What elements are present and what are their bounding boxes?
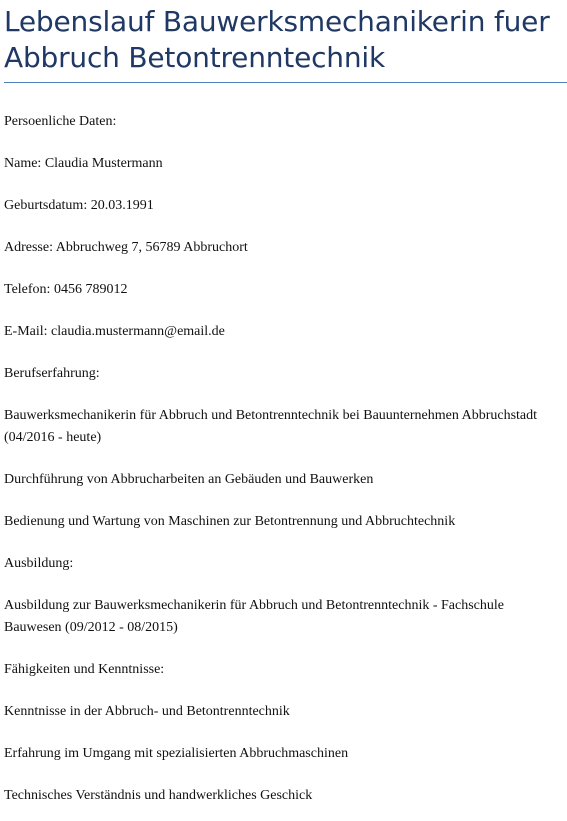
skill-item-1: Kenntnisse in der Abbruch- und Betontrenntechnik xyxy=(4,704,290,719)
title-divider xyxy=(4,82,567,83)
document-body xyxy=(4,111,563,807)
section-heading-experience: Berufserfahrung: xyxy=(4,366,100,381)
document-title: Lebenslauf Bauwerksmechanikerin fuer Abbruch Betontrenntechnik xyxy=(4,5,550,74)
address-line: Adresse: Abbruchweg 7, 56789 Abbruchort xyxy=(4,240,248,255)
experience-task-1: Durchführung von Abbrucharbeiten an Gebäuden und Bauwerken xyxy=(4,472,374,487)
section-heading-personal: Persoenliche Daten: xyxy=(4,114,117,129)
name-line: Name: Claudia Mustermann xyxy=(4,156,163,171)
section-heading-skills: Fähigkeiten und Kenntnisse: xyxy=(4,662,165,677)
email-line: E-Mail: claudia.mustermann@email.de xyxy=(4,324,225,339)
experience-position: Bauwerksmechanikerin für Abbruch und Betontrenntechnik bei Bauunternehmen Abbruchstadt (04/2016 - heute) xyxy=(4,408,538,445)
section-heading-education: Ausbildung: xyxy=(4,556,74,571)
education-entry: Ausbildung zur Bauwerksmechanikerin für Abbruch und Betontrenntechnik - Fachschule Bauwesen (09/2012 - 08/2015) xyxy=(4,598,504,635)
birthdate-line: Geburtsdatum: 20.03.1991 xyxy=(4,198,154,213)
experience-task-2: Bedienung und Wartung von Maschinen zur Betontrennung und Abbruchtechnik xyxy=(4,514,456,529)
skill-item-2: Erfahrung im Umgang mit spezialisierten Abbruchmaschinen xyxy=(4,746,349,761)
skill-item-3: Technisches Verständnis und handwerkliches Geschick xyxy=(4,788,313,803)
phone-line: Telefon: 0456 789012 xyxy=(4,282,128,297)
